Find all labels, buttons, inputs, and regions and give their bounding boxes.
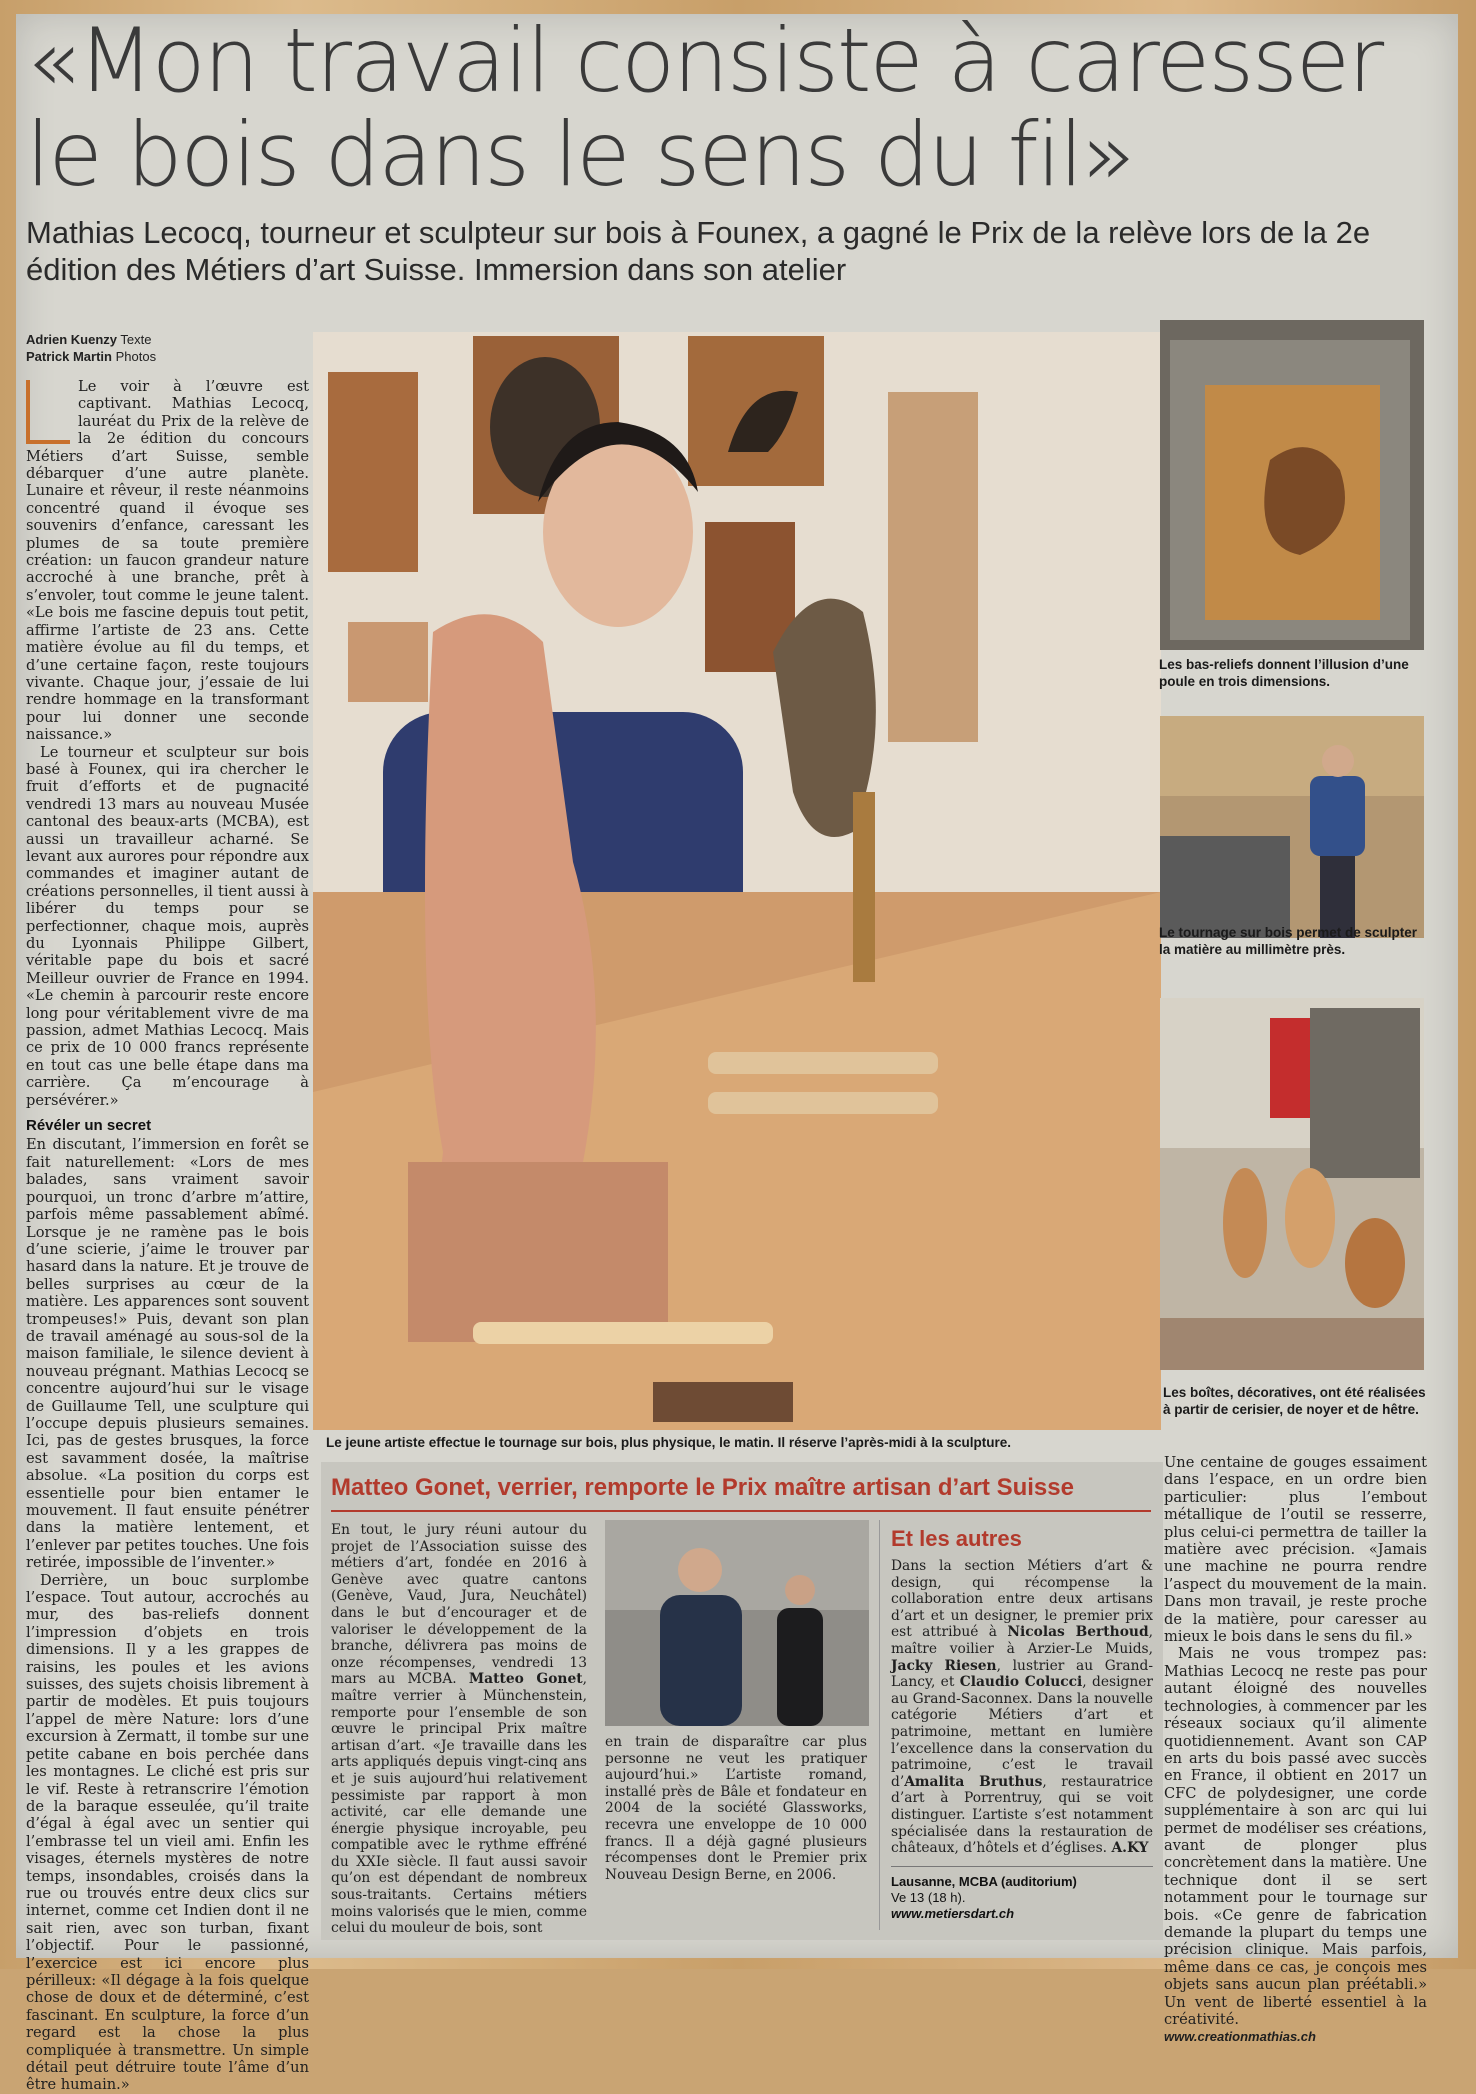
article-paragraph-5: Une centaine de gouges essaiment dans l’espace, en un ordre bien particulier: plus l’embout métallique de l’outil se resserre, plus celui-ci permettra de tailler la matière avec précision. «Jamais une machine ne pourra rendre l’aspect du mouvement de la main. Dans mon travail, je reste proche de la matière, pour caresser au mieux le bois dans le sens du fil.» — [1164, 1454, 1427, 1646]
box-column-2: en train de disparaître car plus personne ne veut les pratiquer aujourd’hui.» L’artiste romand, installé près de Bâle et fondateur en 2004 de la société Glassworks, recevra une enveloppe de 10 000 francs. Il a déjà gagné plusieurs récompenses dont le Premier prix Nouveau Design Berne, en 2006. — [605, 1734, 867, 1883]
box-divider — [879, 1520, 880, 1930]
box-title-rule — [331, 1510, 1151, 1512]
box-side-text-d: , designer au Grand-Saconnex. Dans la nouvelle catégorie Métiers d’art et patrimoine, mettant en lumière l’excellence dans la conservation du patrimoine, c’est le travail d’ — [891, 1674, 1153, 1790]
box-photo — [605, 1520, 869, 1726]
byline — [26, 331, 306, 365]
box-text-1b: , maître verrier à Münchenstein, remporte pour l’ensemble de son œuvre le principal Prix maître artisan d’art. «Je travaille dans les arts appliqués depuis vingt-cinq ans et je suis aujourd’hui relativement pessimiste par rapport à mon activité, car elle demande une énergie physique incroyable, peu compatible avec le rythme effréné du XXIe siècle. Il faut aussi savoir qu’on est dépendant de nombreux sous-traitants. Certains métiers moins valorisés que le mien, comme celui du mouleur de bois, sont — [331, 1671, 587, 1937]
box-side-text-b: , maître voilier à Arzier-Le Muids, — [891, 1624, 1153, 1657]
event-venue: Lausanne, MCBA (auditorium) — [891, 1874, 1077, 1889]
main-photo-caption: Le jeune artiste effectue le tournage sur bois, plus physique, le matin. Il réserve l’après-midi à la sculpture. — [326, 1435, 1011, 1450]
side-photo-1 — [1160, 320, 1424, 650]
box-side-text — [891, 1558, 1153, 1858]
side-photo-2 — [1160, 716, 1424, 938]
headline: «Mon travail consiste à caresser le bois dans le sens du fil» — [26, 9, 1383, 206]
box-text-1a: En tout, le jury réuni autour du projet de l’Association suisse des métiers d’art, fondée en 2016 à Genève avec quatre cantons (Genève, Vaud, Jura, Neuchâtel) dans le but d’encourager et de valoriser le développement de la branche, délivrera pas moins de onze récompenses, vendredi 13 mars au MCBA. — [331, 1522, 587, 1688]
box-name-riesen: Jacky Riesen — [891, 1657, 997, 1674]
article-website: www.creationmathias.ch — [1164, 2029, 1316, 2045]
author-role: Texte — [120, 332, 152, 347]
newspaper-page — [16, 9, 1458, 2094]
box-name-berthoud: Nicolas Berthoud — [1007, 1624, 1149, 1641]
box-name-colucci: Claudio Colucci — [959, 1674, 1083, 1691]
article-column-right — [1164, 1454, 1427, 2045]
box-column-1 — [331, 1522, 587, 1937]
article-paragraph-6: Mais ne vous trompez pas: Mathias Lecocq ne reste pas pour autant éloigné des nouvelles technologies, à commencer par les réseaux sociaux qu’il alimente quotidiennement. Avant son CAP en arts du bois passé avec succès en France, il obtient en 2017 un CFC de polydesigner, une corde supplémentaire à son arc qui lui permet de modéliser ses créations, avant de plonger plus concrètement dans la matière. Une technique dont il se sert notamment pour le tournage sur bois. «Ce genre de fabrication demande la plupart du temps une précision clinique. Mais parfois, même dans ce cas, je conçois mes objets sans aucun plan préétabli.» Un vent de liberté essentiel à la créativité. — [1164, 1645, 1427, 2028]
photographer-role: Photos — [115, 349, 157, 364]
article-column-left — [26, 378, 309, 2094]
article-paragraph-2: Le tourneur et sculpteur sur bois basé à Founex, qui ira chercher le fruit d’efforts et de pugnacité vendredi 13 mars au nouveau Musée cantonal des beaux-arts (MCBA), est aussi un travailleur acharné. Se levant aux aurores pour répondre aux commandes et imaginer autant de créations personnelles, il tient aussi à libérer du temps pour se perfectionner, chaque mois, auprès du Lyonnais Philippe Gilbert, véritable pape du bois et sacré Meilleur ouvrier de France en 1994. «Le chemin à parcourir reste encore long pour véritablement vivre de ma passion, admet Mathias Lecocq. Mais ce prix de 10 000 francs représente en tout cas une belle étape dans ma carrière. Ça m’encourage à persévérer.» — [26, 743, 309, 1109]
article-paragraph-4: Derrière, un bouc surplombe l’espace. Tout autour, accrochés au mur, des bas-reliefs donnent l’impression d’objets en trois dimensions. Il y a les grappes de raisins, les poules et les avions suisses, des sujets choisis librement à partir de modèles. Et puis toujours l’appel de mère Nature: lors d’une excursion à Zermatt, il tombe sur une petite cabane en bois perchée dans les montagnes. Le cliché est pris sur le vif. Reste à retranscrire l’émotion de la baraque esseulée, qu’il traite d’égal à égal avec un sentier qui l’embrasse tel un vieil ami. Enfin les visages, éternels mystères de notre temps, insondables, croisés dans la rue ou trouvés entre deux clics sur internet, comme cet Indien dont il ne sait rien, avec son turban, fixant l’objectif. Pour le passionné, l’exercice est ici encore plus périlleux: «Il dégage à la fois quelque chose de doux et de déterminé, c’est fascinant. En sculpture, la force d’un regard est la chose la plus compliquée à transmettre. Un simple détail peut détruire toute l’âme d’un être humain.» — [26, 1571, 309, 2094]
lead-paragraph: Mathias Lecocq, tourneur et sculpteur sur bois à Founex, a gagné le Prix de la relève lors de la 2e édition des Métiers d’art Suisse. Immersion dans son atelier — [26, 215, 1371, 287]
photographer-name: Patrick Martin — [26, 349, 112, 364]
side-photo-2-caption: Le tournage sur bois permet de sculpter la matière au millimètre près. — [1159, 925, 1418, 957]
side-photo-3-caption: Les boîtes, décoratives, ont été réalisées à partir de cerisier, de noyer et de hêtre. — [1163, 1385, 1426, 1417]
sidebar-box — [321, 1462, 1163, 1940]
article-paragraph-1: Le voir à l’œuvre est captivant. Mathias Lecocq, lauréat du Prix de la relève de la 2e édition du concours Métiers d’art Suisse, semble débarquer d’une autre planète. Lunaire et rêveur, il reste néanmoins concentré quand il évoque ses souvenirs d’enfance, caressant les plumes de sa toute première création: un faucon grandeur nature accroché à une branche, prêt à s’envoler, tout comme le jeune talent. «Le bois me fascine depuis tout petit, affirme l’artiste de 23 ans. Cette matière évolue au fil du temps, et d’une certaine façon, reste toujours vivante. Chaque jour, j’essaie de lui rendre hommage en la transformant pour lui donner une seconde naissance.» — [26, 378, 309, 744]
article-subhead: Révéler un secret — [26, 1117, 152, 1135]
box-title: Matteo Gonet, verrier, remporte le Prix maître artisan d’art Suisse — [331, 1474, 1074, 1501]
box-signature: A.KY — [1111, 1840, 1149, 1857]
box-event-info — [891, 1874, 1153, 1922]
box-side-text-e: , restauratrice d’art à Porrentruy, qui se voit distinguer. L’artiste s’est notamment spécialisée dans la restauration de châteaux, d’hôtels et d’églises. — [891, 1773, 1153, 1857]
author-name: Adrien Kuenzy — [26, 332, 118, 347]
article-paragraph-3: En discutant, l’immersion en forêt se fait naturellement: «Lors de mes balades, sans vraiment savoir pourquoi, un tronc d’arbre m’attire, parfois même passablement abîmé. Lorsque je ne ramène pas le bois d’une scierie, j’aime le trouver par hasard dans la nature. Et je trouve de belles surprises au cœur de la matière. Les apparences sont souvent trompeuses!» Puis, devant son plan de travail aménagé au sous-sol de la maison familiale, le silence devient à nouveau prégnant. Mathias Lecocq se concentre aujourd’hui sur le visage de Guillaume Tell, une sculpture qui l’occupe depuis plusieurs semaines. Ici, pas de gestes brusques, la force est savamment dosée, la maîtrise absolue. «La position du corps est essentielle pour bien entamer le mouvement. Il faut ensuite pénétrer dans la matière lentement, et l’enlever par petites touches. Une fois retirée, impossible de l’inventer.» — [26, 1136, 309, 1572]
event-website: www.metiersdart.ch — [891, 1906, 1015, 1921]
drop-cap-accent — [26, 380, 70, 444]
box-side-text-a: Dans la section Métiers d’art & design, qui récompense la collaboration entre deux artisans d’art et un designer, le premier prix est attribué à — [891, 1558, 1153, 1641]
box-name-gonet: Matteo Gonet — [468, 1671, 583, 1688]
main-photo — [313, 332, 1161, 1430]
event-date: Ve 13 (18 h). — [891, 1890, 966, 1905]
box-name-bruthus: Amalita Bruthus — [904, 1773, 1043, 1790]
side-photo-3 — [1160, 998, 1424, 1370]
box-side-text-c: , lustrier au Grand-Lancy, et — [891, 1657, 1153, 1691]
box-side-title: Et les autres — [891, 1526, 1022, 1551]
side-photo-1-caption: Les bas-reliefs donnent l’illusion d’une poule en trois dimensions. — [1159, 657, 1409, 689]
box-info-rule — [891, 1866, 1153, 1867]
